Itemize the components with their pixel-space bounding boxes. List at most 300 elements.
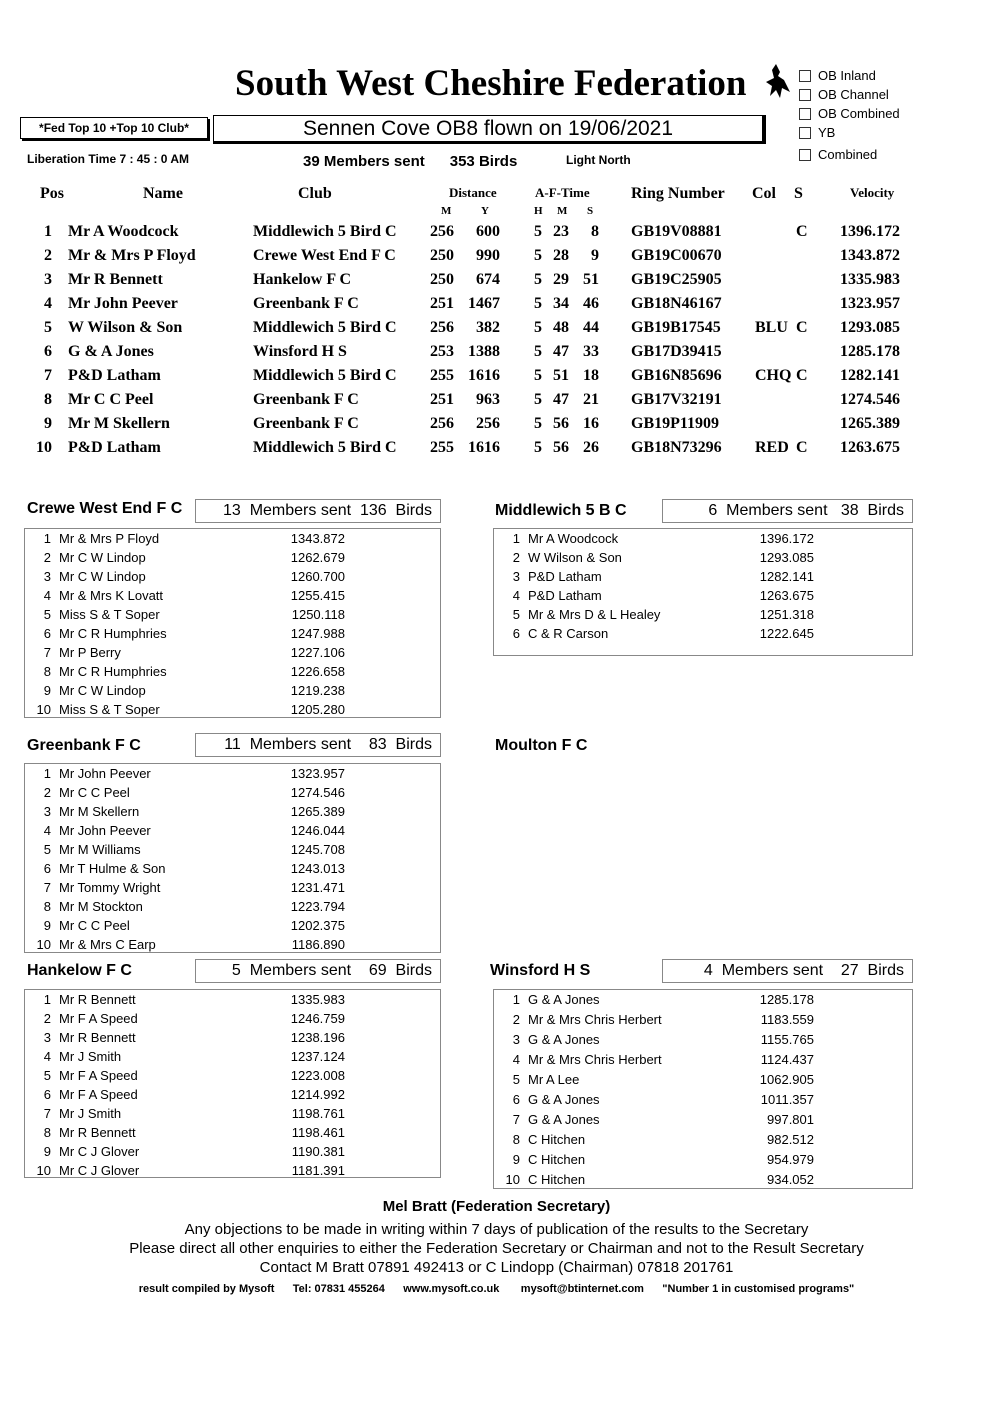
result-min: 47 <box>553 343 569 360</box>
result-ring: GB19C00670 <box>631 247 722 264</box>
club-entry-pos: 2 <box>43 785 51 800</box>
credits-line: result compiled by Mysoft Tel: 07831 455264 www.mysoft.co.uk mysoft@btinternet.com "Number 1 in customised programs" <box>138 1283 855 1295</box>
result-name: P&D Latham <box>68 367 161 384</box>
club-entry-pos: 6 <box>43 1087 51 1102</box>
club-entry-velocity: 1251.318 <box>759 607 814 622</box>
club-entry-name: Mr P Berry <box>59 645 121 660</box>
club-entry-velocity: 1237.124 <box>290 1049 345 1064</box>
result-ring: GB19V08881 <box>631 223 722 240</box>
result-ring: GB19P11909 <box>631 415 720 432</box>
club-entry-velocity: 1255.415 <box>290 588 345 603</box>
result-col: CHQ <box>755 367 792 384</box>
col-yards: Y <box>481 205 489 217</box>
result-row <box>0 319 993 343</box>
club-entry-name: Mr C C Peel <box>59 918 130 933</box>
club-entry-name: Mr A Lee <box>528 1072 580 1087</box>
club-entry-pos: 6 <box>43 861 51 876</box>
club-entry-name: Mr John Peever <box>59 823 151 838</box>
club-entry-velocity: 1343.872 <box>290 531 345 546</box>
club-entry-name: Mr & Mrs Chris Herbert <box>528 1012 662 1027</box>
category-checkboxes <box>799 66 900 164</box>
result-pos: 2 <box>44 247 52 264</box>
club-entry-pos: 6 <box>512 626 520 641</box>
result-velocity: 1396.172 <box>840 223 900 240</box>
result-min: 29 <box>553 271 569 288</box>
club-entry-name: Mr J Smith <box>59 1106 122 1121</box>
result-s: 18 <box>583 367 599 384</box>
col-aftime: A-F-Time <box>535 185 590 200</box>
club-entry-velocity: 954.979 <box>767 1152 814 1167</box>
result-h: 5 <box>534 247 542 264</box>
club-entry-velocity: 1396.172 <box>759 531 814 546</box>
result-pos: 9 <box>44 415 52 432</box>
result-pos: 3 <box>44 271 52 288</box>
club-entry-velocity: 1262.679 <box>290 550 345 565</box>
checkbox-ob-combined[interactable]: OB Combined <box>799 104 900 123</box>
club-entry-velocity: 1183.559 <box>760 1012 814 1027</box>
club-entry-pos: 8 <box>512 1132 520 1147</box>
result-m: 251 <box>430 295 454 312</box>
club-summary: 13 Members sent 136 Birds <box>195 499 441 523</box>
club-entry-name: Mr C R Humphries <box>59 626 167 641</box>
col-club: Club <box>298 185 332 202</box>
club-entry-velocity: 1214.992 <box>290 1087 345 1102</box>
club-entry-pos: 9 <box>43 918 51 933</box>
result-pos: 4 <box>44 295 52 312</box>
result-y: 382 <box>476 319 500 336</box>
club-entry-velocity: 982.512 <box>767 1132 814 1147</box>
result-y: 600 <box>476 223 500 240</box>
result-name: Mr R Bennett <box>68 271 163 288</box>
result-col: RED <box>755 439 789 456</box>
club-summary: 11 Members sent 83 Birds <box>195 733 441 757</box>
result-sex: C <box>796 223 808 240</box>
result-club: Greenbank F C <box>253 391 359 408</box>
club-entry-velocity: 1260.700 <box>290 569 345 584</box>
result-min: 47 <box>553 391 569 408</box>
club-results-list <box>493 989 913 1189</box>
col-velocity: Velocity <box>850 185 895 200</box>
liberation-time: Liberation Time 7 : 45 : 0 AM <box>27 152 190 166</box>
club-entry-name: C Hitchen <box>528 1132 586 1147</box>
club-entry-name: Miss S & T Soper <box>59 702 160 717</box>
club-entry-velocity: 1285.178 <box>759 992 814 1007</box>
result-ring: GB17V32191 <box>631 391 722 408</box>
club-entry-name: Mr R Bennett <box>59 992 136 1007</box>
club-entry-pos: 10 <box>36 702 51 717</box>
objections-note: Any objections to be made in writing within 7 days of publication of the results to the Secretary <box>184 1221 809 1238</box>
club-entry-velocity: 1186.890 <box>291 937 345 952</box>
club-entry-velocity: 1227.106 <box>290 645 345 660</box>
result-club: Middlewich 5 Bird C <box>253 223 397 240</box>
club-entry-name: G & A Jones <box>528 1032 600 1047</box>
result-y: 256 <box>476 415 500 432</box>
result-m: 256 <box>430 223 454 240</box>
result-m: 250 <box>430 247 454 264</box>
result-row <box>0 367 993 391</box>
club-entry-pos: 4 <box>512 1052 520 1067</box>
result-s: 46 <box>583 295 599 312</box>
result-name: G & A Jones <box>68 343 154 360</box>
result-h: 5 <box>534 271 542 288</box>
club-entry-velocity: 1335.983 <box>290 992 345 1007</box>
club-results-list <box>24 763 441 953</box>
result-h: 5 <box>534 367 542 384</box>
result-m: 253 <box>430 343 454 360</box>
result-name: Mr John Peever <box>68 295 178 312</box>
club-entry-velocity: 1155.765 <box>760 1032 814 1047</box>
club-entry-pos: 8 <box>43 664 51 679</box>
result-velocity: 1335.983 <box>840 271 900 288</box>
result-m: 256 <box>430 319 454 336</box>
club-entry-pos: 3 <box>512 569 520 584</box>
club-entry-velocity: 1238.196 <box>290 1030 345 1045</box>
result-sex: C <box>796 439 808 456</box>
col-distance: Distance <box>449 185 497 200</box>
result-pos: 6 <box>44 343 52 360</box>
club-results-list <box>493 528 913 656</box>
result-pos: 5 <box>44 319 52 336</box>
result-ring: GB18N46167 <box>631 295 722 312</box>
club-name: Hankelow F C <box>27 962 132 979</box>
club-entry-velocity: 1223.008 <box>290 1068 345 1083</box>
result-row <box>0 223 993 247</box>
club-entry-velocity: 1274.546 <box>290 785 345 800</box>
result-sex: C <box>796 319 808 336</box>
club-entry-name: C Hitchen <box>528 1172 586 1187</box>
result-min: 48 <box>553 319 569 336</box>
club-entry-name: Mr & Mrs C Earp <box>59 937 156 952</box>
result-row <box>0 247 993 271</box>
result-ring: GB19B17545 <box>631 319 721 336</box>
enquiries-note: Please direct all other enquiries to either the Federation Secretary or Chairman and not to the Result Secretary <box>129 1240 864 1257</box>
club-entry-name: P&D Latham <box>528 588 602 603</box>
result-club: Crewe West End F C <box>253 247 396 264</box>
club-entry-velocity: 1181.391 <box>291 1163 345 1178</box>
club-entry-pos: 3 <box>43 804 51 819</box>
club-entry-pos: 2 <box>512 1012 520 1027</box>
result-h: 5 <box>534 295 542 312</box>
club-entry-pos: 2 <box>512 550 520 565</box>
club-entry-name: Mr C W Lindop <box>59 550 146 565</box>
result-h: 5 <box>534 391 542 408</box>
result-pos: 7 <box>44 367 52 384</box>
club-entry-velocity: 934.052 <box>767 1172 814 1187</box>
result-s: 8 <box>591 223 599 240</box>
club-entry-velocity: 1282.141 <box>759 569 814 584</box>
result-velocity: 1282.141 <box>840 367 900 384</box>
club-entry-name: Mr C J Glover <box>59 1144 140 1159</box>
club-entry-velocity: 1265.389 <box>290 804 345 819</box>
result-m: 255 <box>430 439 454 456</box>
result-row <box>0 415 993 439</box>
result-club: Winsford H S <box>253 343 347 360</box>
club-entry-name: C & R Carson <box>528 626 609 641</box>
club-entry-pos: 1 <box>512 531 520 546</box>
pigeon-logo-icon <box>762 62 792 102</box>
club-entry-velocity: 1293.085 <box>759 550 814 565</box>
result-velocity: 1265.389 <box>840 415 900 432</box>
club-entry-pos: 7 <box>512 1112 520 1127</box>
club-entry-pos: 4 <box>43 588 51 603</box>
club-entry-name: Mr R Bennett <box>59 1030 136 1045</box>
members-sent: 39 Members sent 353 Birds <box>303 153 518 170</box>
result-s: 44 <box>583 319 599 336</box>
club-entry-pos: 7 <box>43 645 51 660</box>
result-m: 256 <box>430 415 454 432</box>
result-s: 16 <box>583 415 599 432</box>
result-club: Greenbank F C <box>253 295 359 312</box>
club-entry-name: Mr J Smith <box>59 1049 122 1064</box>
club-entry-velocity: 1198.761 <box>291 1106 345 1121</box>
club-entry-name: Mr R Bennett <box>59 1125 136 1140</box>
club-name: Crewe West End F C <box>27 500 183 517</box>
result-pos: 8 <box>44 391 52 408</box>
club-entry-name: Mr & Mrs Chris Herbert <box>528 1052 662 1067</box>
result-m: 255 <box>430 367 454 384</box>
club-results-list <box>24 528 441 718</box>
club-entry-name: P&D Latham <box>528 569 602 584</box>
checkbox-yb[interactable]: YB <box>799 123 900 142</box>
club-name: Middlewich 5 B C <box>495 502 627 519</box>
club-entry-name: C Hitchen <box>528 1152 586 1167</box>
club-entry-name: W Wilson & Son <box>528 550 622 565</box>
club-entry-velocity: 1263.675 <box>759 588 814 603</box>
club-entry-velocity: 1198.461 <box>291 1125 345 1140</box>
result-club: Middlewich 5 Bird C <box>253 367 397 384</box>
club-entry-pos: 4 <box>43 1049 51 1064</box>
col-name: Name <box>143 185 183 202</box>
result-y: 1388 <box>468 343 500 360</box>
result-velocity: 1323.957 <box>840 295 900 312</box>
club-entry-name: Mr C J Glover <box>59 1163 140 1178</box>
checkbox-ob-inland[interactable]: OB Inland <box>799 66 900 85</box>
result-m: 250 <box>430 271 454 288</box>
result-ring: GB19C25905 <box>631 271 722 288</box>
result-y: 1467 <box>468 295 500 312</box>
club-entry-velocity: 1245.708 <box>290 842 345 857</box>
club-entry-name: Mr M Stockton <box>59 899 143 914</box>
club-summary: 5 Members sent 69 Birds <box>195 959 441 983</box>
club-name: Winsford H S <box>490 962 591 979</box>
col-colour: Col <box>752 185 776 202</box>
club-name: Greenbank F C <box>27 737 141 754</box>
club-entry-velocity: 1226.658 <box>290 664 345 679</box>
checkbox-combined[interactable]: Combined <box>799 145 900 164</box>
club-entry-name: Mr & Mrs P Floyd <box>59 531 160 546</box>
result-velocity: 1293.085 <box>840 319 900 336</box>
result-velocity: 1274.546 <box>840 391 900 408</box>
club-entry-velocity: 997.801 <box>767 1112 814 1127</box>
club-entry-pos: 3 <box>43 569 51 584</box>
club-entry-name: Miss S & T Soper <box>59 607 160 622</box>
result-club: Greenbank F C <box>253 415 359 432</box>
club-entry-velocity: 1124.437 <box>760 1052 814 1067</box>
result-velocity: 1343.872 <box>840 247 900 264</box>
club-entry-velocity: 1246.044 <box>290 823 345 838</box>
result-ring: GB16N85696 <box>631 367 722 384</box>
result-club: Hankelow F C <box>253 271 352 288</box>
club-entry-name: Mr C W Lindop <box>59 683 146 698</box>
col-miles: M <box>441 205 452 217</box>
club-summary: 4 Members sent 27 Birds <box>662 959 913 983</box>
club-entry-name: Mr A Woodcock <box>528 531 619 546</box>
club-entry-velocity: 1250.118 <box>291 607 345 622</box>
club-entry-name: Mr Tommy Wright <box>59 880 161 895</box>
club-name: Moulton F C <box>495 737 588 754</box>
race-title: Sennen Cove OB8 flown on 19/06/2021 <box>213 115 766 144</box>
result-s: 26 <box>583 439 599 456</box>
club-entry-pos: 10 <box>36 1163 51 1178</box>
result-m: 251 <box>430 391 454 408</box>
result-velocity: 1285.178 <box>840 343 900 360</box>
result-h: 5 <box>534 319 542 336</box>
club-entry-name: Mr & Mrs D & L Healey <box>528 607 661 622</box>
club-entry-velocity: 1246.759 <box>290 1011 345 1026</box>
club-entry-velocity: 1223.794 <box>290 899 345 914</box>
club-entry-velocity: 1205.280 <box>290 702 345 717</box>
result-s: 9 <box>591 247 599 264</box>
contact-line: Contact M Bratt 07891 492413 or C Lindopp (Chairman) 07818 201761 <box>259 1259 734 1276</box>
result-club: Middlewich 5 Bird C <box>253 439 397 456</box>
result-club: Middlewich 5 Bird C <box>253 319 397 336</box>
club-entry-pos: 8 <box>43 899 51 914</box>
club-entry-name: Mr F A Speed <box>59 1068 138 1083</box>
result-min: 28 <box>553 247 569 264</box>
club-entry-velocity: 1243.013 <box>290 861 345 876</box>
result-min: 56 <box>553 415 569 432</box>
club-entry-name: Mr & Mrs K Lovatt <box>59 588 164 603</box>
club-entry-velocity: 1190.381 <box>291 1144 345 1159</box>
club-entry-pos: 1 <box>43 992 51 1007</box>
result-s: 21 <box>583 391 599 408</box>
club-entry-pos: 3 <box>43 1030 51 1045</box>
club-entry-velocity: 1219.238 <box>290 683 345 698</box>
club-entry-name: Mr John Peever <box>59 766 151 781</box>
result-ring: GB18N73296 <box>631 439 722 456</box>
result-s: 51 <box>583 271 599 288</box>
checkbox-ob-channel[interactable]: OB Channel <box>799 85 900 104</box>
result-name: Mr C C Peel <box>68 391 154 408</box>
club-entry-name: Mr C W Lindop <box>59 569 146 584</box>
col-sex: S <box>794 185 803 202</box>
result-pos: 1 <box>44 223 52 240</box>
page-title: South West Cheshire Federation <box>235 63 747 104</box>
club-entry-pos: 1 <box>512 992 520 1007</box>
club-entry-velocity: 1247.988 <box>290 626 345 641</box>
secretary-name: Mel Bratt (Federation Secretary) <box>382 1198 611 1215</box>
club-entry-velocity: 1222.645 <box>759 626 814 641</box>
result-row <box>0 439 993 463</box>
club-entry-pos: 5 <box>43 842 51 857</box>
club-entry-velocity: 1011.357 <box>760 1092 814 1107</box>
club-entry-pos: 2 <box>43 550 51 565</box>
result-s: 33 <box>583 343 599 360</box>
club-entry-name: Mr C R Humphries <box>59 664 167 679</box>
col-ring: Ring Number <box>631 185 725 202</box>
result-name: Mr & Mrs P Floyd <box>68 247 196 264</box>
club-entry-name: Mr F A Speed <box>59 1087 138 1102</box>
club-results-list <box>24 989 441 1178</box>
col-hours: H <box>534 205 543 217</box>
club-entry-pos: 5 <box>512 1072 520 1087</box>
club-entry-velocity: 1231.471 <box>290 880 345 895</box>
club-entry-pos: 6 <box>512 1092 520 1107</box>
club-entry-pos: 7 <box>43 1106 51 1121</box>
result-name: Mr A Woodcock <box>68 223 179 240</box>
club-entry-name: G & A Jones <box>528 992 600 1007</box>
club-entry-name: Mr C C Peel <box>59 785 130 800</box>
result-velocity: 1263.675 <box>840 439 900 456</box>
result-min: 23 <box>553 223 569 240</box>
club-entry-pos: 4 <box>43 823 51 838</box>
club-entry-name: G & A Jones <box>528 1112 600 1127</box>
wind-direction: Light North <box>566 153 631 167</box>
club-entry-name: Mr F A Speed <box>59 1011 138 1026</box>
result-name: W Wilson & Son <box>68 319 183 336</box>
club-entry-name: Mr M Skellern <box>59 804 140 819</box>
result-y: 990 <box>476 247 500 264</box>
club-entry-name: Mr M Williams <box>59 842 141 857</box>
club-entry-velocity: 1323.957 <box>290 766 345 781</box>
result-min: 51 <box>553 367 569 384</box>
result-name: P&D Latham <box>68 439 161 456</box>
result-y: 963 <box>476 391 500 408</box>
club-entry-pos: 9 <box>512 1152 520 1167</box>
club-entry-pos: 5 <box>43 1068 51 1083</box>
club-entry-name: G & A Jones <box>528 1092 600 1107</box>
result-name: Mr M Skellern <box>68 415 170 432</box>
club-summary: 6 Members sent 38 Birds <box>662 499 913 523</box>
club-entry-pos: 6 <box>43 626 51 641</box>
result-h: 5 <box>534 223 542 240</box>
result-row <box>0 343 993 367</box>
col-pos: Pos <box>40 185 64 202</box>
club-entry-velocity: 1202.375 <box>290 918 345 933</box>
club-entry-pos: 10 <box>505 1172 520 1187</box>
col-minutes: M <box>557 205 568 217</box>
club-entry-pos: 9 <box>43 683 51 698</box>
result-h: 5 <box>534 439 542 456</box>
club-entry-pos: 2 <box>43 1011 51 1026</box>
club-entry-name: Mr T Hulme & Son <box>59 861 166 876</box>
result-pos: 10 <box>36 439 52 456</box>
result-row <box>0 271 993 295</box>
club-entry-pos: 1 <box>43 766 51 781</box>
club-entry-pos: 3 <box>512 1032 520 1047</box>
result-h: 5 <box>534 415 542 432</box>
result-y: 1616 <box>468 439 500 456</box>
club-entry-pos: 8 <box>43 1125 51 1140</box>
result-y: 1616 <box>468 367 500 384</box>
result-sex: C <box>796 367 808 384</box>
result-ring: GB17D39415 <box>631 343 722 360</box>
club-entry-pos: 7 <box>43 880 51 895</box>
club-entry-velocity: 1062.905 <box>759 1072 814 1087</box>
col-seconds: S <box>587 205 594 217</box>
club-entry-pos: 1 <box>43 531 51 546</box>
fed-top-badge: *Fed Top 10 +Top 10 Club* <box>20 117 208 139</box>
club-entry-pos: 9 <box>43 1144 51 1159</box>
club-entry-pos: 4 <box>512 588 520 603</box>
club-entry-pos: 5 <box>512 607 520 622</box>
result-row <box>0 391 993 415</box>
club-entry-pos: 5 <box>43 607 51 622</box>
result-y: 674 <box>476 271 500 288</box>
result-row <box>0 295 993 319</box>
result-min: 34 <box>553 295 569 312</box>
result-col: BLU <box>755 319 788 336</box>
